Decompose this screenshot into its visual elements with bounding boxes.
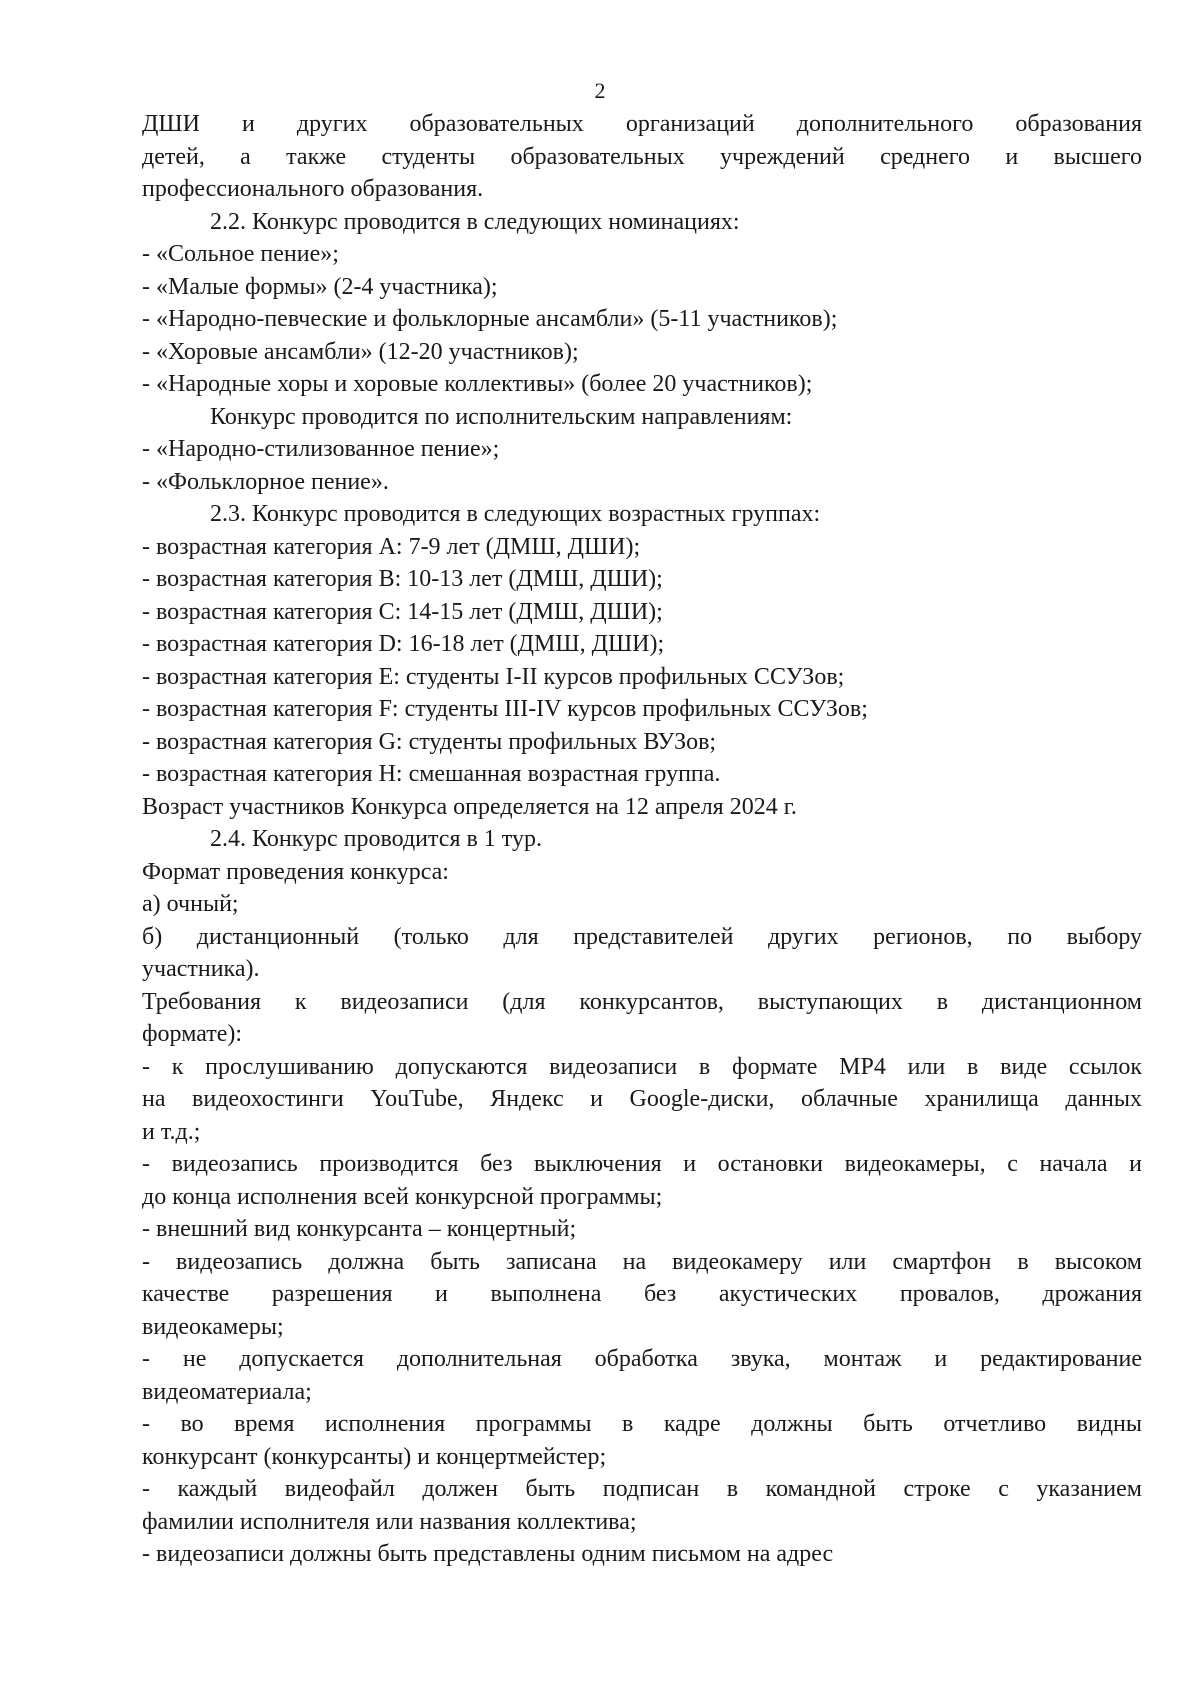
text-line: участника).	[142, 956, 260, 982]
text-line: - возрастная категория А: 7-9 лет (ДМШ, ДШИ);	[142, 533, 641, 560]
text-line: конкурсант (конкурсанты) и концертмейстер;	[142, 1443, 607, 1470]
text-line: фамилии исполнителя или названия коллектива;	[142, 1508, 637, 1535]
text-line: до конца исполнения всей конкурсной программы;	[142, 1183, 663, 1210]
text-line: 2.3. Конкурс проводится в следующих возрастных группах:	[210, 501, 821, 527]
text-line: - возрастная категория D: 16-18 лет (ДМШ, ДШИ);	[142, 631, 665, 657]
text-line: - «Хоровые ансамбли» (12-20 участников);	[142, 338, 579, 365]
text-line: - видеозапись должна быть записана на видеокамеру или смартфон в высоком	[142, 1248, 1142, 1275]
text-line: и т.д.;	[142, 1118, 201, 1145]
text-line: - «Народные хоры и хоровые коллективы» (более 20 участников);	[142, 371, 813, 397]
text-line: на видеохостинги YouTube, Яндекс и Google-диски, облачные хранилища данных	[142, 1086, 1142, 1112]
text-line: Конкурс проводится по исполнительским направлениям:	[210, 403, 793, 430]
text-line: 2.4. Конкурс проводится в 1 тур.	[210, 826, 542, 852]
text-line: профессионального образования.	[142, 176, 484, 202]
text-line: - возрастная категория Е: студенты I-II курсов профильных ССУЗов;	[142, 663, 845, 690]
text-line: - возрастная категория Н: смешанная возрастная группа.	[142, 761, 721, 787]
text-line: - каждый видеофайл должен быть подписан в командной строке с указанием	[142, 1476, 1142, 1502]
text-line: - возрастная категория В: 10-13 лет (ДМШ, ДШИ);	[142, 566, 663, 592]
text-line: - видеозаписи должны быть представлены одним письмом на адрес	[142, 1541, 834, 1567]
text-line: б) дистанционный (только для представителей других регионов, по выбору	[142, 923, 1142, 950]
text-line: формате):	[142, 1021, 243, 1047]
text-line: Возраст участников Конкурса определяется на 12 апреля 2024 г.	[142, 793, 797, 820]
text-line: 2.2. Конкурс проводится в следующих номинациях:	[210, 208, 740, 235]
text-line: Формат проведения конкурса:	[142, 858, 449, 885]
text-line: ДШИ и других образовательных организаций дополнительного образования	[142, 111, 1142, 137]
text-line: - во время исполнения программы в кадре должны быть отчетливо видны	[142, 1411, 1142, 1437]
text-line: - «Фольклорное пение».	[142, 468, 389, 495]
text-line: - «Сольное пение»;	[142, 241, 339, 267]
text-line: - «Народно-певческие и фольклорные ансамбли» (5-11 участников);	[142, 306, 838, 332]
text-line: видеоматериала;	[142, 1378, 312, 1405]
text-line: - возрастная категория F: студенты III-IV курсов профильных ССУЗов;	[142, 696, 868, 722]
text-line: - «Малые формы» (2-4 участника);	[142, 273, 498, 300]
document-body	[142, 108, 1142, 1571]
text-line: - не допускается дополнительная обработка звука, монтаж и редактирование	[142, 1346, 1142, 1372]
text-line: - к прослушиванию допускаются видеозаписи в формате MP4 или в виде ссылок	[142, 1053, 1142, 1080]
text-line: - возрастная категория G: студенты профильных ВУЗов;	[142, 728, 717, 755]
text-line: - видеозапись производится без выключения и остановки видеокамеры, с начала и	[142, 1151, 1142, 1177]
text-line: - возрастная категория С: 14-15 лет (ДМШ, ДШИ);	[142, 598, 663, 625]
text-line: детей, а также студенты образовательных учреждений среднего и высшего	[142, 143, 1142, 170]
text-line: видеокамеры;	[142, 1313, 284, 1340]
text-line: - внешний вид конкурсанта – концертный;	[142, 1216, 577, 1242]
text-line: - «Народно-стилизованное пение»;	[142, 436, 500, 462]
text-line: Требования к видеозаписи (для конкурсантов, выступающих в дистанционном	[142, 988, 1142, 1015]
text-line: качестве разрешения и выполнена без акустических провалов, дрожания	[142, 1281, 1142, 1307]
text-line: а) очный;	[142, 891, 239, 917]
page-number: 2	[594, 78, 606, 103]
